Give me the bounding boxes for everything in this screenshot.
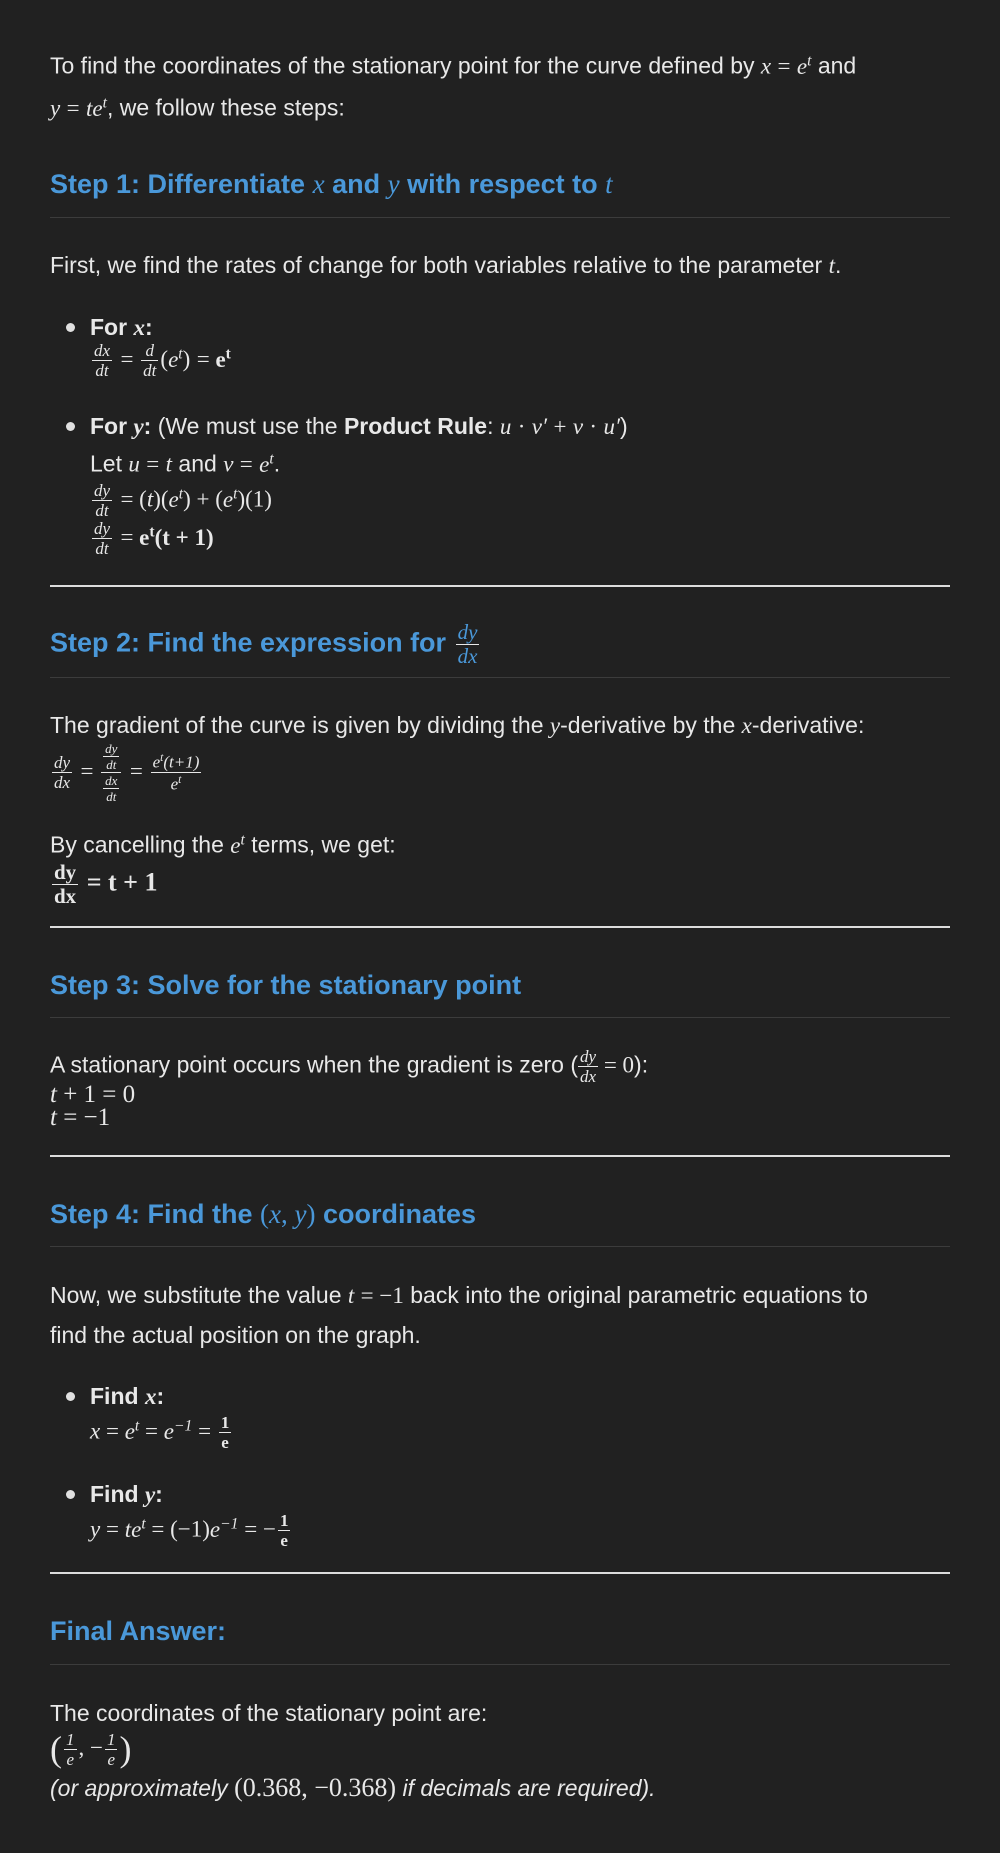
step1-text: First, we find the rates of change for both variables relative to the parameter t. bbox=[50, 252, 842, 278]
gradient-result: $\frac{dy}{dx}$ = t + 1 bbox=[54, 860, 158, 908]
step4-text-2: find the actual position on the graph. bbox=[50, 1322, 421, 1348]
x-coordinate-equation: $x = e^t = e^{-1}$ = $\frac{1}{e}$ bbox=[90, 1413, 230, 1452]
intro-line-2: $y = te^t$, we follow these steps: bbox=[50, 94, 345, 121]
let-line: Let u = t and $v = e^t$. bbox=[90, 450, 281, 477]
dy-dt-equation-1: $\frac{dy}{dt}$ = $(t)(e^t) + (e^t)(1)$ bbox=[94, 481, 272, 520]
step2-text: The gradient of the curve is given by dividing the y-derivative by the x-derivative: bbox=[50, 712, 865, 738]
dx-dt-equation: $\frac{dx}{dt}$ = $\frac{d}{dt}$ $(e^t) = e^t$ bbox=[94, 341, 231, 380]
heading-underline bbox=[50, 1664, 950, 1665]
solve-line-1: t + 1 = 0 bbox=[50, 1081, 136, 1108]
heading-underline bbox=[50, 1017, 950, 1018]
bullet-icon bbox=[66, 323, 75, 332]
bullet-x-label: For x: bbox=[90, 314, 153, 340]
y-coordinate-equation: $y = te^t = (-1)e^{-1}$ = − $\frac{1}{e}$ bbox=[90, 1511, 289, 1550]
final-text: The coordinates of the stationary point are: bbox=[50, 1700, 488, 1726]
section-divider bbox=[50, 1155, 950, 1157]
bullet-y-label: For y: (We must use the Product Rule: u · v′ + v · u′) bbox=[90, 413, 628, 439]
bullet-icon bbox=[66, 1490, 75, 1499]
find-x-label: Find x: bbox=[90, 1383, 165, 1409]
section-divider bbox=[50, 1572, 950, 1574]
bullet-icon bbox=[66, 1392, 75, 1401]
section-divider bbox=[50, 585, 950, 587]
find-y-label: Find y: bbox=[90, 1481, 163, 1507]
step3-text: A stationary point occurs when the gradient is zero ( $\frac{dy}{dx}$ = 0): bbox=[50, 1047, 649, 1086]
gradient-equation: $\frac{dy}{dx}$ = $\frac{\frac{dy}{dt}}{\frac{dx}{dt}}$ = $\frac{e^t(t+1)}{e^t}$ bbox=[54, 741, 200, 804]
final-approximation: (or approximately (0.368, −0.368) if decimals are required). bbox=[50, 1773, 656, 1802]
step4-text-1: Now, we substitute the value t = −1 back into the original parametric equations to bbox=[50, 1282, 868, 1308]
step4-heading: Step 4: Find the (x, y) coordinates bbox=[50, 1199, 477, 1229]
step2-heading: Step 2: Find the expression for $\frac{dy}{dx}$ bbox=[50, 620, 478, 668]
heading-underline bbox=[50, 1246, 950, 1247]
dy-dt-equation-2: $\frac{dy}{dt}$ = $e^t(t + 1)$ bbox=[94, 519, 214, 558]
intro-line-1: To find the coordinates of the stationary point for the curve defined by $x = e^t$ and bbox=[50, 52, 857, 79]
heading-underline bbox=[50, 677, 950, 678]
final-heading: Final Answer: bbox=[50, 1616, 227, 1646]
step3-heading: Step 3: Solve for the stationary point bbox=[50, 970, 522, 1000]
step1-heading: Step 1: Differentiate x and y with respect to t bbox=[50, 169, 613, 199]
bullet-icon bbox=[66, 422, 75, 431]
cancel-text: By cancelling the $e^t$ terms, we get: bbox=[50, 831, 396, 858]
section-divider bbox=[50, 926, 950, 928]
solve-line-2: t = −1 bbox=[50, 1104, 111, 1131]
final-coordinates: ( $\frac{1}{e}$ , − $\frac{1}{e}$ ) bbox=[50, 1729, 132, 1769]
heading-underline bbox=[50, 217, 950, 218]
